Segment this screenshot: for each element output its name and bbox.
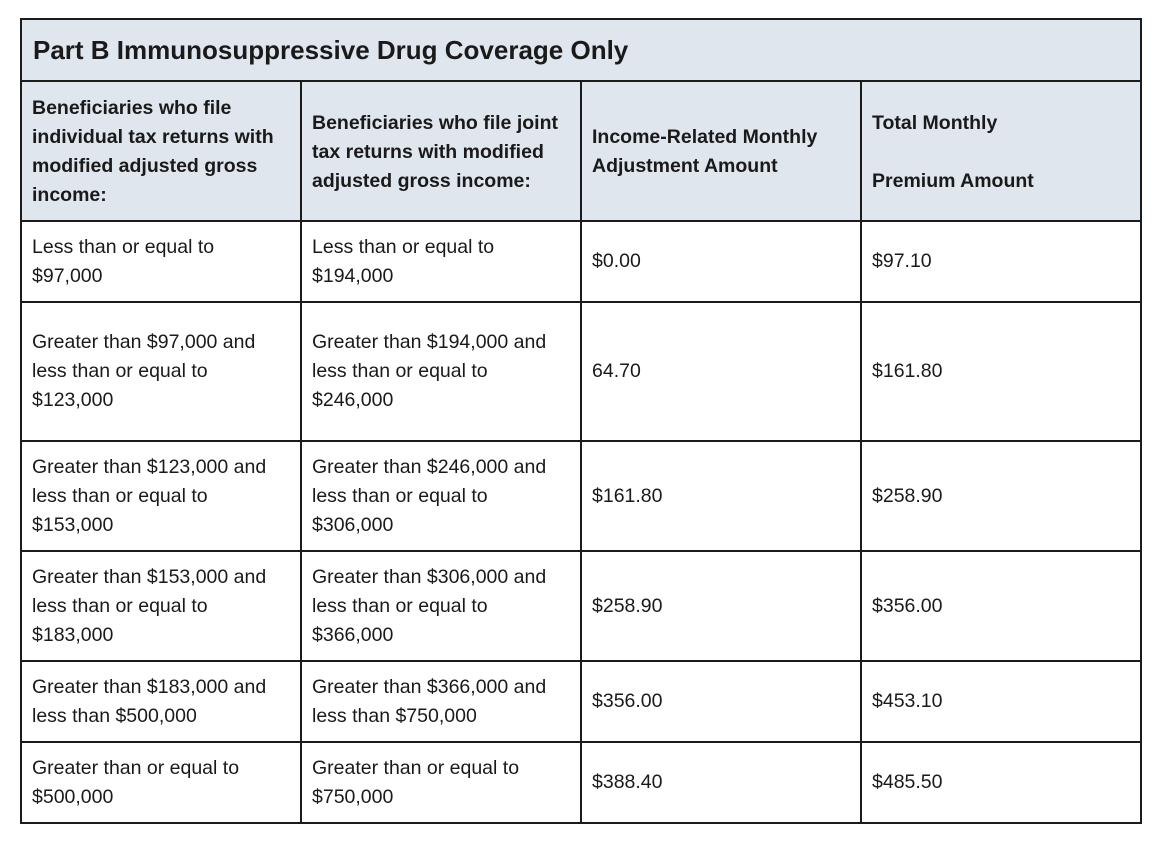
cell-joint: Less than or equal to $194,000 bbox=[301, 221, 581, 302]
table-title-row bbox=[21, 19, 1141, 81]
cell-individual: Greater than or equal to $500,000 bbox=[21, 742, 301, 823]
cell-individual: Greater than $97,000 and less than or equal to $123,000 bbox=[21, 302, 301, 441]
cell-total: $258.90 bbox=[861, 441, 1141, 551]
cell-joint: Greater than $194,000 and less than or equal to $246,000 bbox=[301, 302, 581, 441]
table-header-row bbox=[21, 81, 1141, 221]
header-total bbox=[861, 81, 1141, 221]
table-row bbox=[21, 441, 1141, 551]
cell-irmaa: $161.80 bbox=[581, 441, 861, 551]
header-individual: Beneficiaries who file individual tax returns with modified adjusted gross income: bbox=[21, 81, 301, 221]
cell-irmaa: $388.40 bbox=[581, 742, 861, 823]
table-row bbox=[21, 302, 1141, 441]
header-irmaa: Income-Related Monthly Adjustment Amount bbox=[581, 81, 861, 221]
cell-individual: Greater than $153,000 and less than or equal to $183,000 bbox=[21, 551, 301, 661]
cell-irmaa: $0.00 bbox=[581, 221, 861, 302]
table-row bbox=[21, 551, 1141, 661]
cell-irmaa: $258.90 bbox=[581, 551, 861, 661]
cell-individual: Greater than $123,000 and less than or equal to $153,000 bbox=[21, 441, 301, 551]
cell-joint: Greater than $246,000 and less than or equal to $306,000 bbox=[301, 441, 581, 551]
cell-irmaa: $356.00 bbox=[581, 661, 861, 742]
cell-joint: Greater than $366,000 and less than $750,000 bbox=[301, 661, 581, 742]
header-total-line1: Total Monthly bbox=[872, 111, 998, 134]
cell-total: $356.00 bbox=[861, 551, 1141, 661]
premium-table-container bbox=[20, 18, 1140, 824]
cell-total: $97.10 bbox=[861, 221, 1141, 302]
header-joint: Beneficiaries who file joint tax returns with modified adjusted gross income: bbox=[301, 81, 581, 221]
cell-total: $453.10 bbox=[861, 661, 1141, 742]
cell-individual: Greater than $183,000 and less than $500,000 bbox=[21, 661, 301, 742]
cell-individual: Less than or equal to $97,000 bbox=[21, 221, 301, 302]
cell-joint: Greater than $306,000 and less than or equal to $366,000 bbox=[301, 551, 581, 661]
cell-irmaa: 64.70 bbox=[581, 302, 861, 441]
table-row bbox=[21, 742, 1141, 823]
table-row bbox=[21, 221, 1141, 302]
cell-joint: Greater than or equal to $750,000 bbox=[301, 742, 581, 823]
cell-total: $485.50 bbox=[861, 742, 1141, 823]
table-title: Part B Immunosuppressive Drug Coverage Only bbox=[21, 19, 1141, 81]
header-total-line2: Premium Amount bbox=[872, 169, 1034, 192]
table-row bbox=[21, 661, 1141, 742]
cell-total: $161.80 bbox=[861, 302, 1141, 441]
premium-table bbox=[20, 18, 1142, 824]
